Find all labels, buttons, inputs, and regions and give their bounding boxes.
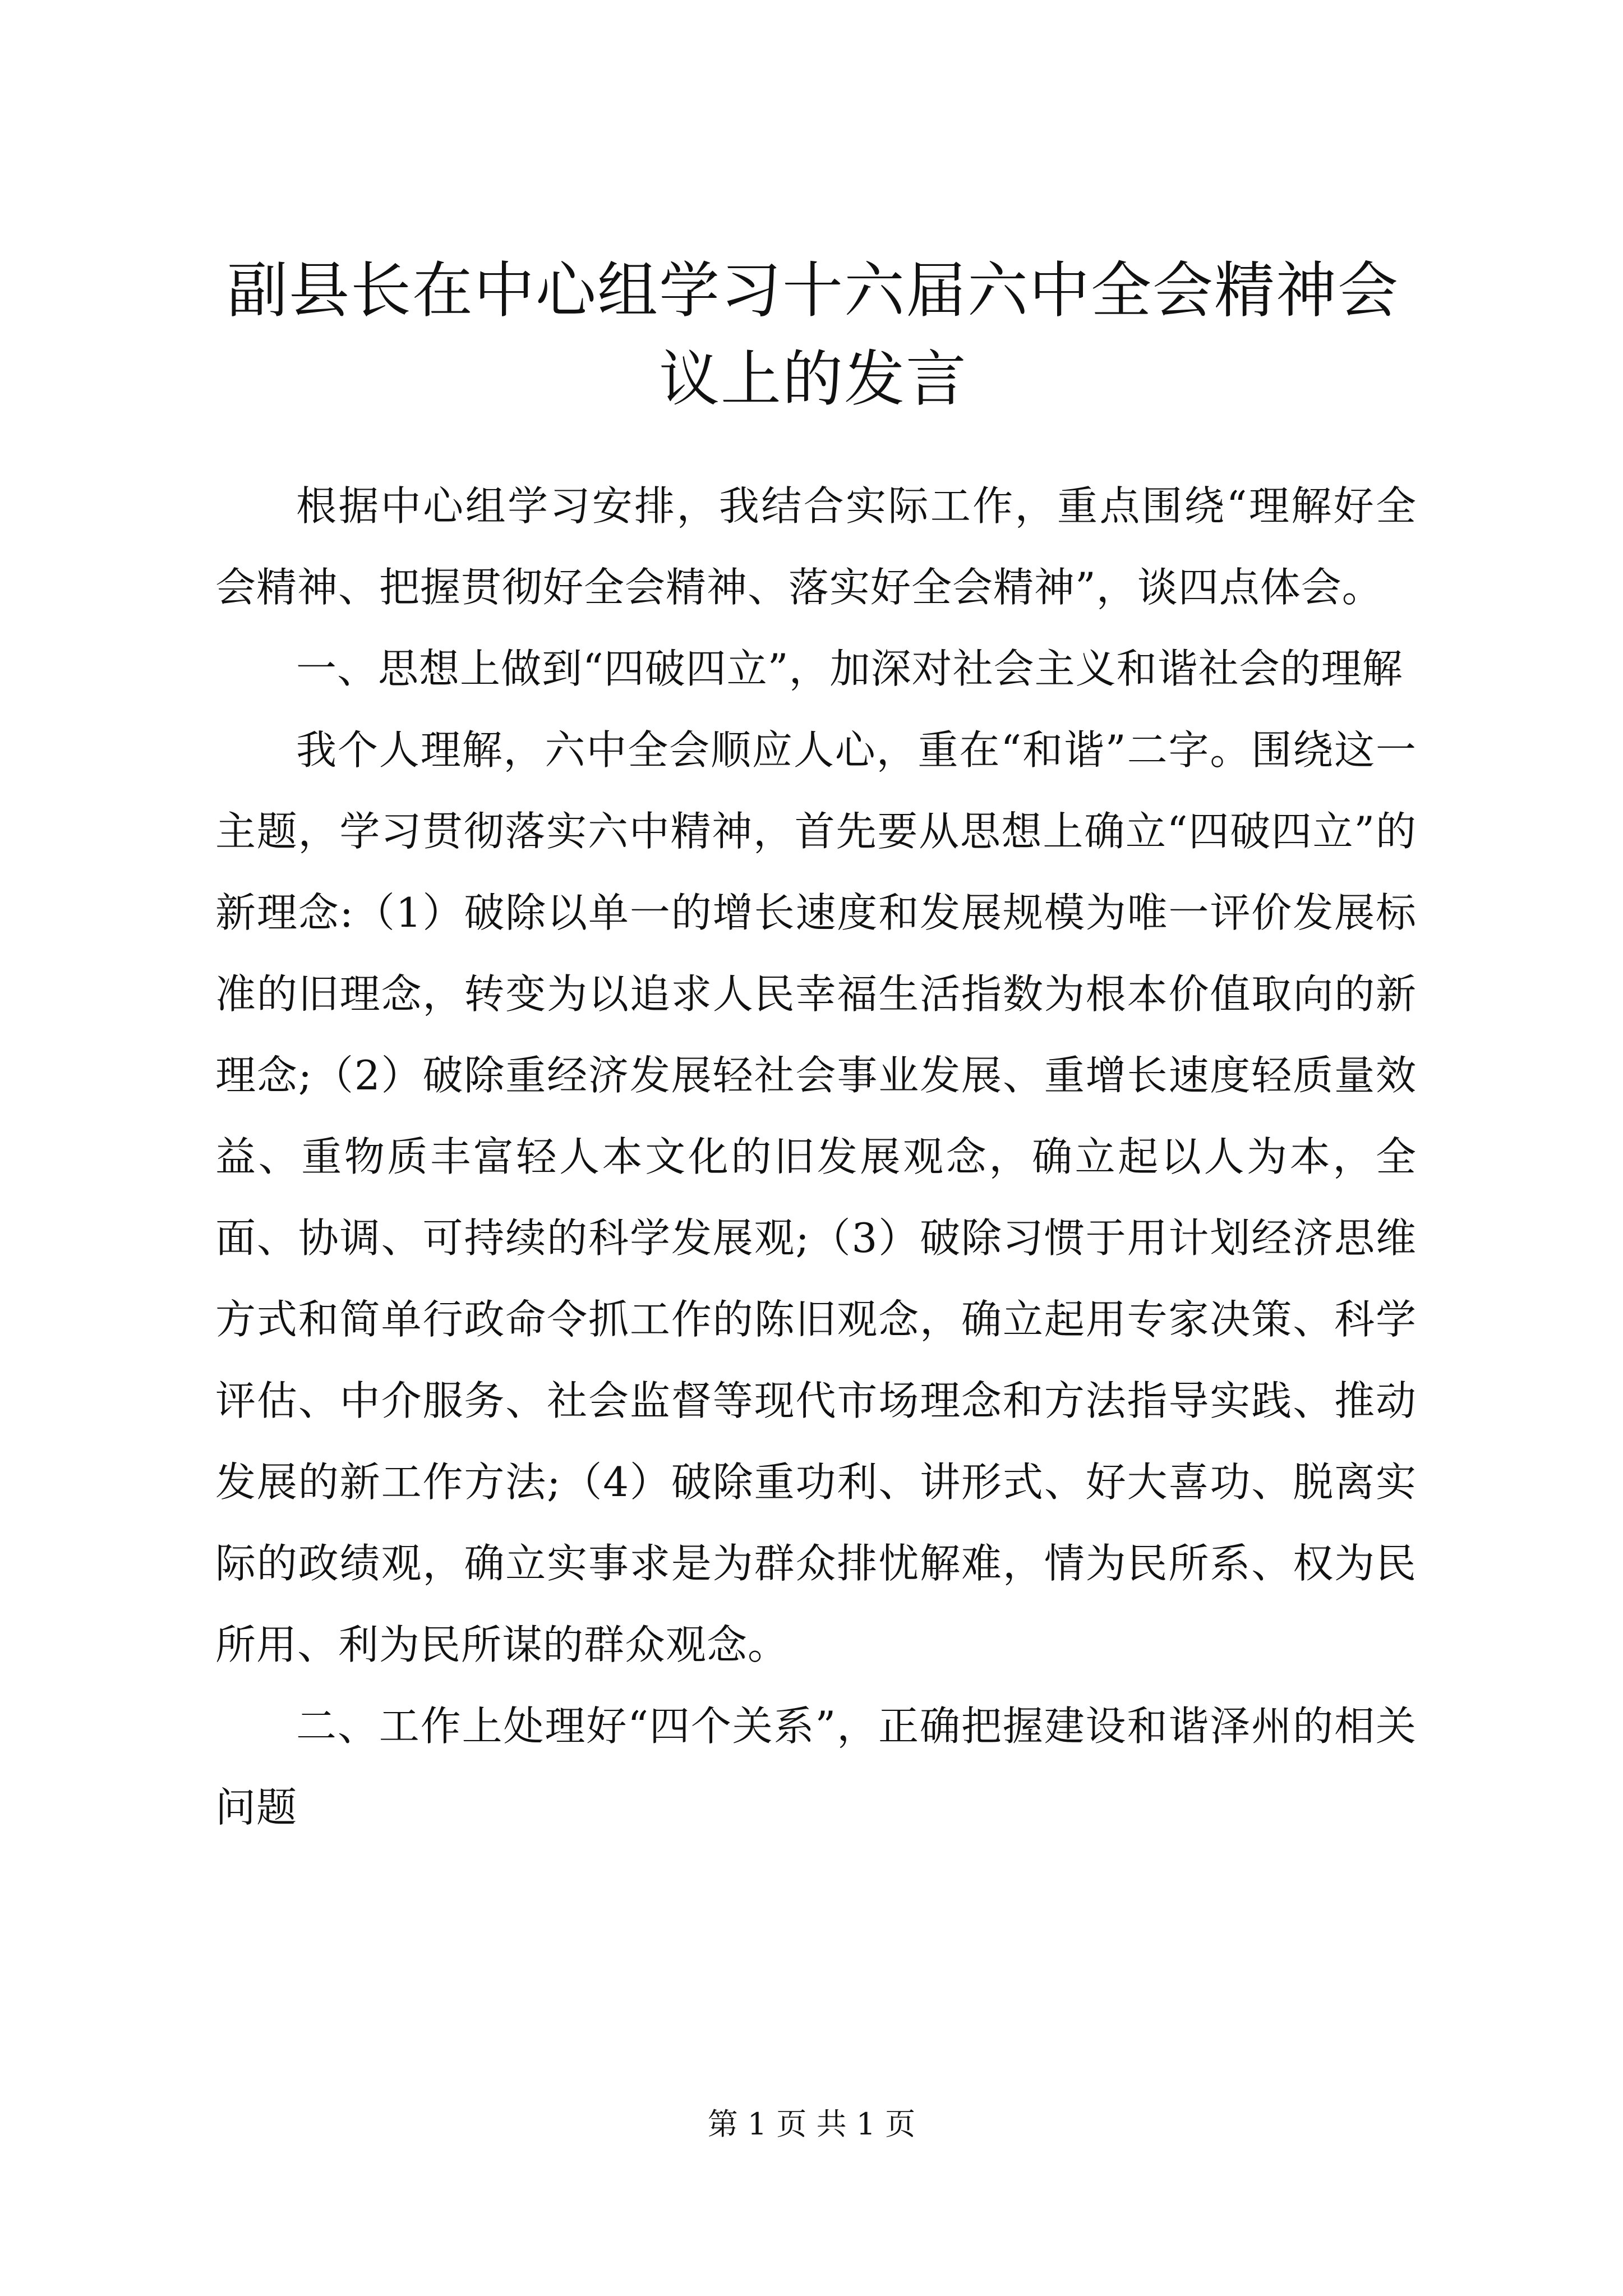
section-heading-2: 二、工作上处理好“四个关系”，正确把握建设和谐泽州的相关问题: [215, 1703, 1417, 1831]
paragraph-section-1: 我个人理解，六中全会顺应人心，重在“和谐”二字。围绕这一主题，学习贯彻落实六中精神，首先要从思想上确立“四破四立”的新理念:（1）破除以单一的增长速度和发展规模为唯一评价发展标准的旧理念，转变为以追求人民幸福生活指数为根本价值取向的新理念;（2）破除重经济发展轻社会事业发展、重增长速度轻质量效益、重物质丰富轻人本文化的旧发展观念，确立起以人为本，全面、协调、可持续的科学发展观;（3）破除习惯于用计划经济思维方式和简单行政命令抓工作的陈旧观念，确立起用专家决策、科学评估、中介服务、社会监督等现代市场理念和方法指导实践、推动发展的新工作方法;（4）破除重功利、讲形式、好大喜功、脱离实际的政绩观，确立实事求是为群众排忧解难，情为民所系、权为民所用、利为民所谋的群众观念。: [215, 726, 1417, 1668]
page-footer: 第 1 页 共 1 页: [707, 2106, 916, 2142]
paragraph-intro: 根据中心组学习安排，我结合实际工作，重点围绕“理解好全会精神、把握贯彻好全会精神、落实好全会精神”，谈四点体会。: [215, 482, 1417, 611]
document-title: 副县长在中心组学习十六届六中全会精神会议上的发言: [227, 256, 1399, 415]
section-heading-1: 一、思想上做到“四破四立”，加深对社会主义和谐社会的理解: [296, 645, 1403, 692]
document-body: [215, 466, 1417, 1848]
